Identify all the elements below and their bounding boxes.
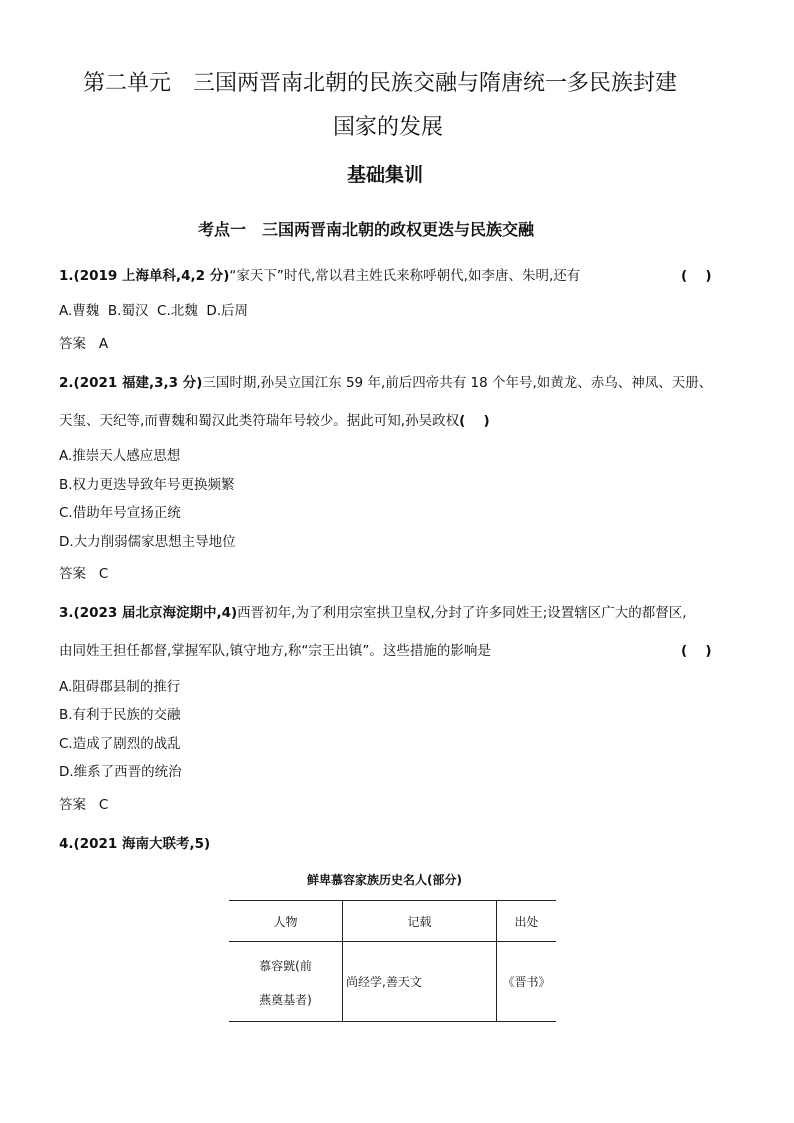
question-3-stem-line1	[59, 601, 687, 621]
question-number: 3.	[59, 605, 74, 621]
unit-title-line2: 国家的发展	[333, 115, 444, 140]
question-text: “家天下”时代,常以君主姓氏来称呼朝代,如李唐、朱明,还有	[229, 268, 581, 284]
person-name-line2: 燕奠基者)	[259, 993, 312, 1007]
question-4-stem	[59, 832, 210, 852]
question-text: 西晋初年,为了利用宗室拱卫皇权,分封了许多同姓王;设置辖区广大的都督区,	[237, 605, 687, 621]
question-2-stem-line1	[59, 371, 712, 391]
question-number: 4.	[59, 836, 74, 852]
option-b: B.权力更迭导致年号更换频繁	[59, 477, 235, 493]
option-a: A.推崇天人感应思想	[59, 448, 181, 464]
question-text: 三国时期,孙吴立国江东 59 年,前后四帝共有 18 个年号,如黄龙、赤乌、神凤、天册、	[202, 375, 713, 391]
table-header-source: 出处	[497, 901, 557, 942]
answer-label: 答案	[59, 797, 86, 813]
page-subtitle: 基础集训	[347, 164, 424, 186]
option-d: D.维系了西晋的统治	[59, 764, 182, 780]
option-a: A.阻碍郡县制的推行	[59, 679, 181, 695]
question-text: 天玺、天纪等,而曹魏和蜀汉此类符瑞年号较少。据此可知,孙吴政权	[59, 413, 460, 429]
option-d: D.大力削弱儒家思想主导地位	[59, 534, 236, 550]
question-2-answer	[59, 562, 108, 582]
question-source: (2021 福建,3,3 分)	[73, 375, 203, 391]
question-number: 1.	[59, 268, 74, 284]
option-b: B.蜀汉	[107, 303, 149, 319]
table-cell-person	[229, 942, 343, 1022]
option-d: D.后周	[206, 303, 249, 319]
question-source: (2021 海南大联考,5)	[73, 836, 211, 852]
table-header-row	[229, 901, 556, 942]
question-source: (2023 届北京海淀期中,4)	[73, 605, 238, 621]
answer-label: 答案	[59, 566, 86, 582]
unit-title-line1: 第二单元 三国两晋南北朝的民族交融与隋唐统一多民族封建	[83, 71, 678, 96]
table-cell-source: 《晋书》	[497, 942, 557, 1022]
question-3-stem-line2: 由同姓王担任都督,掌握军队,镇守地方,称“宗王出镇”。这些措施的影响是	[59, 643, 491, 659]
question-source: (2019 上海单科,4,2 分)	[73, 268, 230, 284]
answer-value: C	[98, 797, 109, 813]
answer-blank: ( )	[681, 268, 712, 284]
table-cell-record: 尚经学,善天文	[343, 942, 497, 1022]
answer-blank: ( )	[681, 643, 712, 659]
question-1-answer	[59, 332, 108, 352]
question-2-stem-line2	[59, 409, 490, 429]
table-caption: 鲜卑慕容家族历史名人(部分)	[307, 873, 462, 887]
question-3-answer	[59, 793, 108, 813]
history-figures-table	[229, 900, 556, 1022]
option-c: C.借助年号宣扬正统	[59, 505, 181, 521]
option-b: B.有利于民族的交融	[59, 707, 181, 723]
question-1-stem	[59, 264, 580, 284]
question-1-options	[59, 299, 248, 319]
answer-value: A	[98, 336, 109, 352]
table-header-person: 人物	[229, 901, 343, 942]
table-row	[229, 942, 556, 1022]
answer-blank: ( )	[459, 413, 490, 429]
section-heading: 考点一 三国两晋南北朝的政权更迭与民族交融	[198, 220, 535, 239]
question-number: 2.	[59, 375, 74, 391]
person-name-line1: 慕容皝(前	[259, 959, 312, 973]
table-header-record: 记载	[343, 901, 497, 942]
option-c: C.造成了剧烈的战乱	[59, 736, 181, 752]
option-a: A.曹魏	[59, 303, 100, 319]
option-c: C.北魏	[157, 303, 198, 319]
answer-label: 答案	[59, 336, 86, 352]
answer-value: C	[98, 566, 109, 582]
